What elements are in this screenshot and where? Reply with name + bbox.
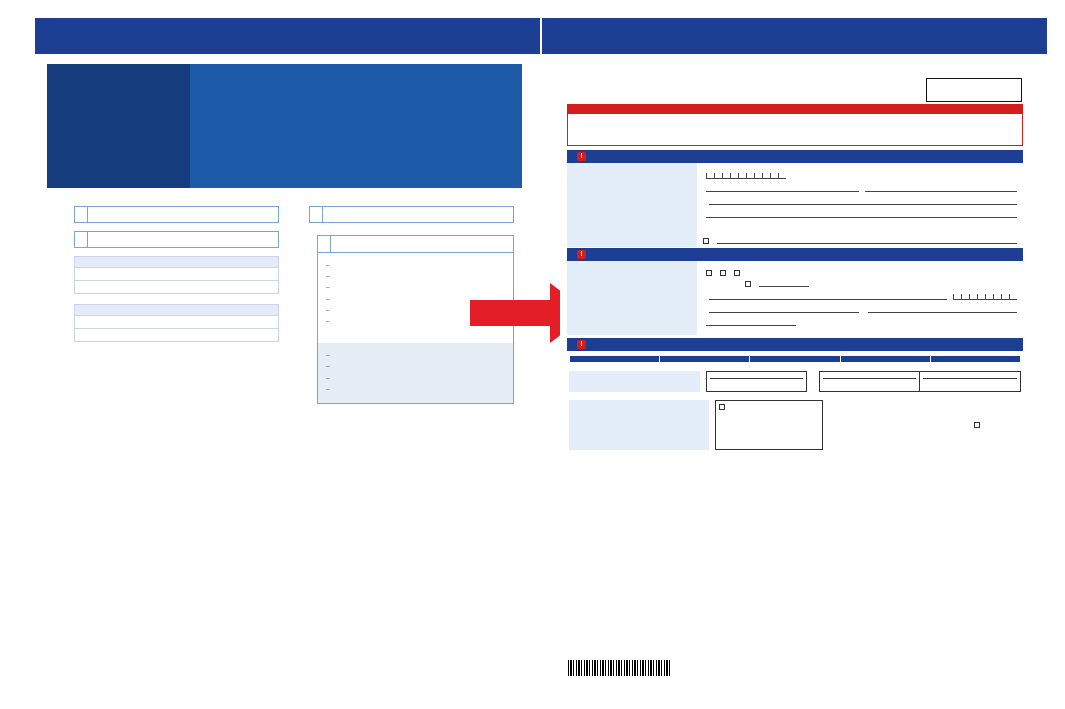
section1-fields: [697, 163, 1023, 247]
contributions-tax: [75, 328, 278, 341]
section2-bar: [567, 248, 1023, 261]
proportional-box: [715, 400, 823, 450]
section2-side: [567, 261, 697, 335]
form-section3: [567, 338, 1023, 450]
section1-header: [74, 206, 279, 223]
grants-box-header: [75, 257, 278, 267]
contributions-box-header: [75, 305, 278, 315]
warning-icon: !: [577, 152, 586, 161]
section2-number: [75, 232, 88, 247]
mandatory-info-item: [326, 386, 505, 394]
guide-heading-block: [210, 90, 510, 94]
section4-mandatory: [318, 343, 513, 403]
section3-bar: [567, 338, 1023, 351]
contributions-limits: [75, 315, 278, 328]
send-form-info: [309, 608, 514, 616]
section1-side: [567, 163, 697, 247]
form-code: [926, 78, 1022, 102]
section1-bar: [567, 150, 1023, 163]
college-checkbox[interactable]: [720, 270, 726, 276]
private-trade-checkbox[interactable]: [734, 270, 740, 276]
mandatory-info-list: [326, 352, 505, 394]
withdrawal-grants-amount-field[interactable]: [823, 378, 916, 381]
withdrawal-types-table: [569, 355, 1021, 363]
section2-fields: [697, 261, 1023, 335]
contract-number-field[interactable]: [703, 166, 1017, 179]
source-side: [569, 400, 709, 450]
section2-header: [74, 231, 279, 248]
grants-tax: [75, 280, 278, 293]
withdrawal-contrib-box: [920, 371, 1021, 392]
withdrawal-amount-side: [569, 371, 700, 392]
withdrawal-grants-box: [819, 371, 920, 392]
subscriber-name-field[interactable]: [706, 185, 859, 192]
form-section2: [567, 248, 1023, 335]
source-row: [569, 400, 1021, 450]
withdrawal-net-box: [706, 371, 807, 392]
semester-length-field[interactable]: [868, 306, 1018, 313]
before-banner: [35, 18, 540, 54]
same-as-subscriber-checkbox[interactable]: [703, 238, 709, 244]
section4-header: [318, 236, 513, 253]
percent-checkbox[interactable]: [974, 422, 980, 428]
after-banner: [542, 18, 1047, 54]
table-header: [570, 356, 660, 363]
barcode: [568, 660, 672, 676]
important-box: [567, 104, 1023, 146]
subscriber-address-field[interactable]: [706, 211, 1017, 218]
beneficiary-name-field[interactable]: [865, 185, 1018, 192]
current-year-field[interactable]: [709, 306, 859, 313]
before-guide-page: [47, 64, 522, 704]
table-header: [750, 356, 840, 363]
other-school-checkbox[interactable]: [745, 281, 751, 287]
accepted-document-item: [326, 273, 505, 281]
withdrawal-net-amount-field[interactable]: [710, 378, 803, 381]
form-section1: [567, 150, 1023, 247]
grants-limits: [75, 267, 278, 280]
grants-box: [74, 256, 279, 294]
warning-icon: !: [577, 250, 586, 259]
school-postal-code-field[interactable]: [706, 319, 796, 326]
accepted-document-item: [326, 262, 505, 270]
other-school-field[interactable]: [759, 280, 809, 287]
withdrawal-amount-row: [569, 371, 1021, 392]
table-header: [930, 356, 1020, 363]
specify-funds-table: [833, 400, 1007, 450]
withdrawal-contrib-amount-field[interactable]: [923, 378, 1017, 381]
guide-title-block: [47, 64, 190, 188]
section3-header: [309, 206, 514, 223]
table-header: [840, 356, 930, 363]
section4-number: [318, 236, 331, 252]
guide-left-column: [74, 206, 279, 352]
section3-number: [310, 207, 323, 222]
mandatory-info-item: [326, 375, 505, 383]
contributions-box: [74, 304, 279, 342]
guide-hero: [47, 64, 522, 188]
table-header: [660, 356, 750, 363]
mandatory-info-item: [326, 352, 505, 360]
beneficiary-address-field[interactable]: [717, 237, 1017, 244]
after-form-page: [560, 70, 1030, 682]
university-checkbox[interactable]: [706, 270, 712, 276]
mandatory-info-item: [326, 363, 505, 371]
proportional-checkbox[interactable]: [719, 404, 725, 410]
start-date-field[interactable]: [953, 294, 1017, 300]
section1-number: [75, 207, 88, 222]
joint-subscriber-field[interactable]: [709, 198, 1017, 205]
program-length-field[interactable]: [709, 293, 947, 300]
important-red-text: [568, 118, 1022, 120]
warning-icon: !: [577, 340, 586, 349]
important-title: [568, 105, 1022, 114]
